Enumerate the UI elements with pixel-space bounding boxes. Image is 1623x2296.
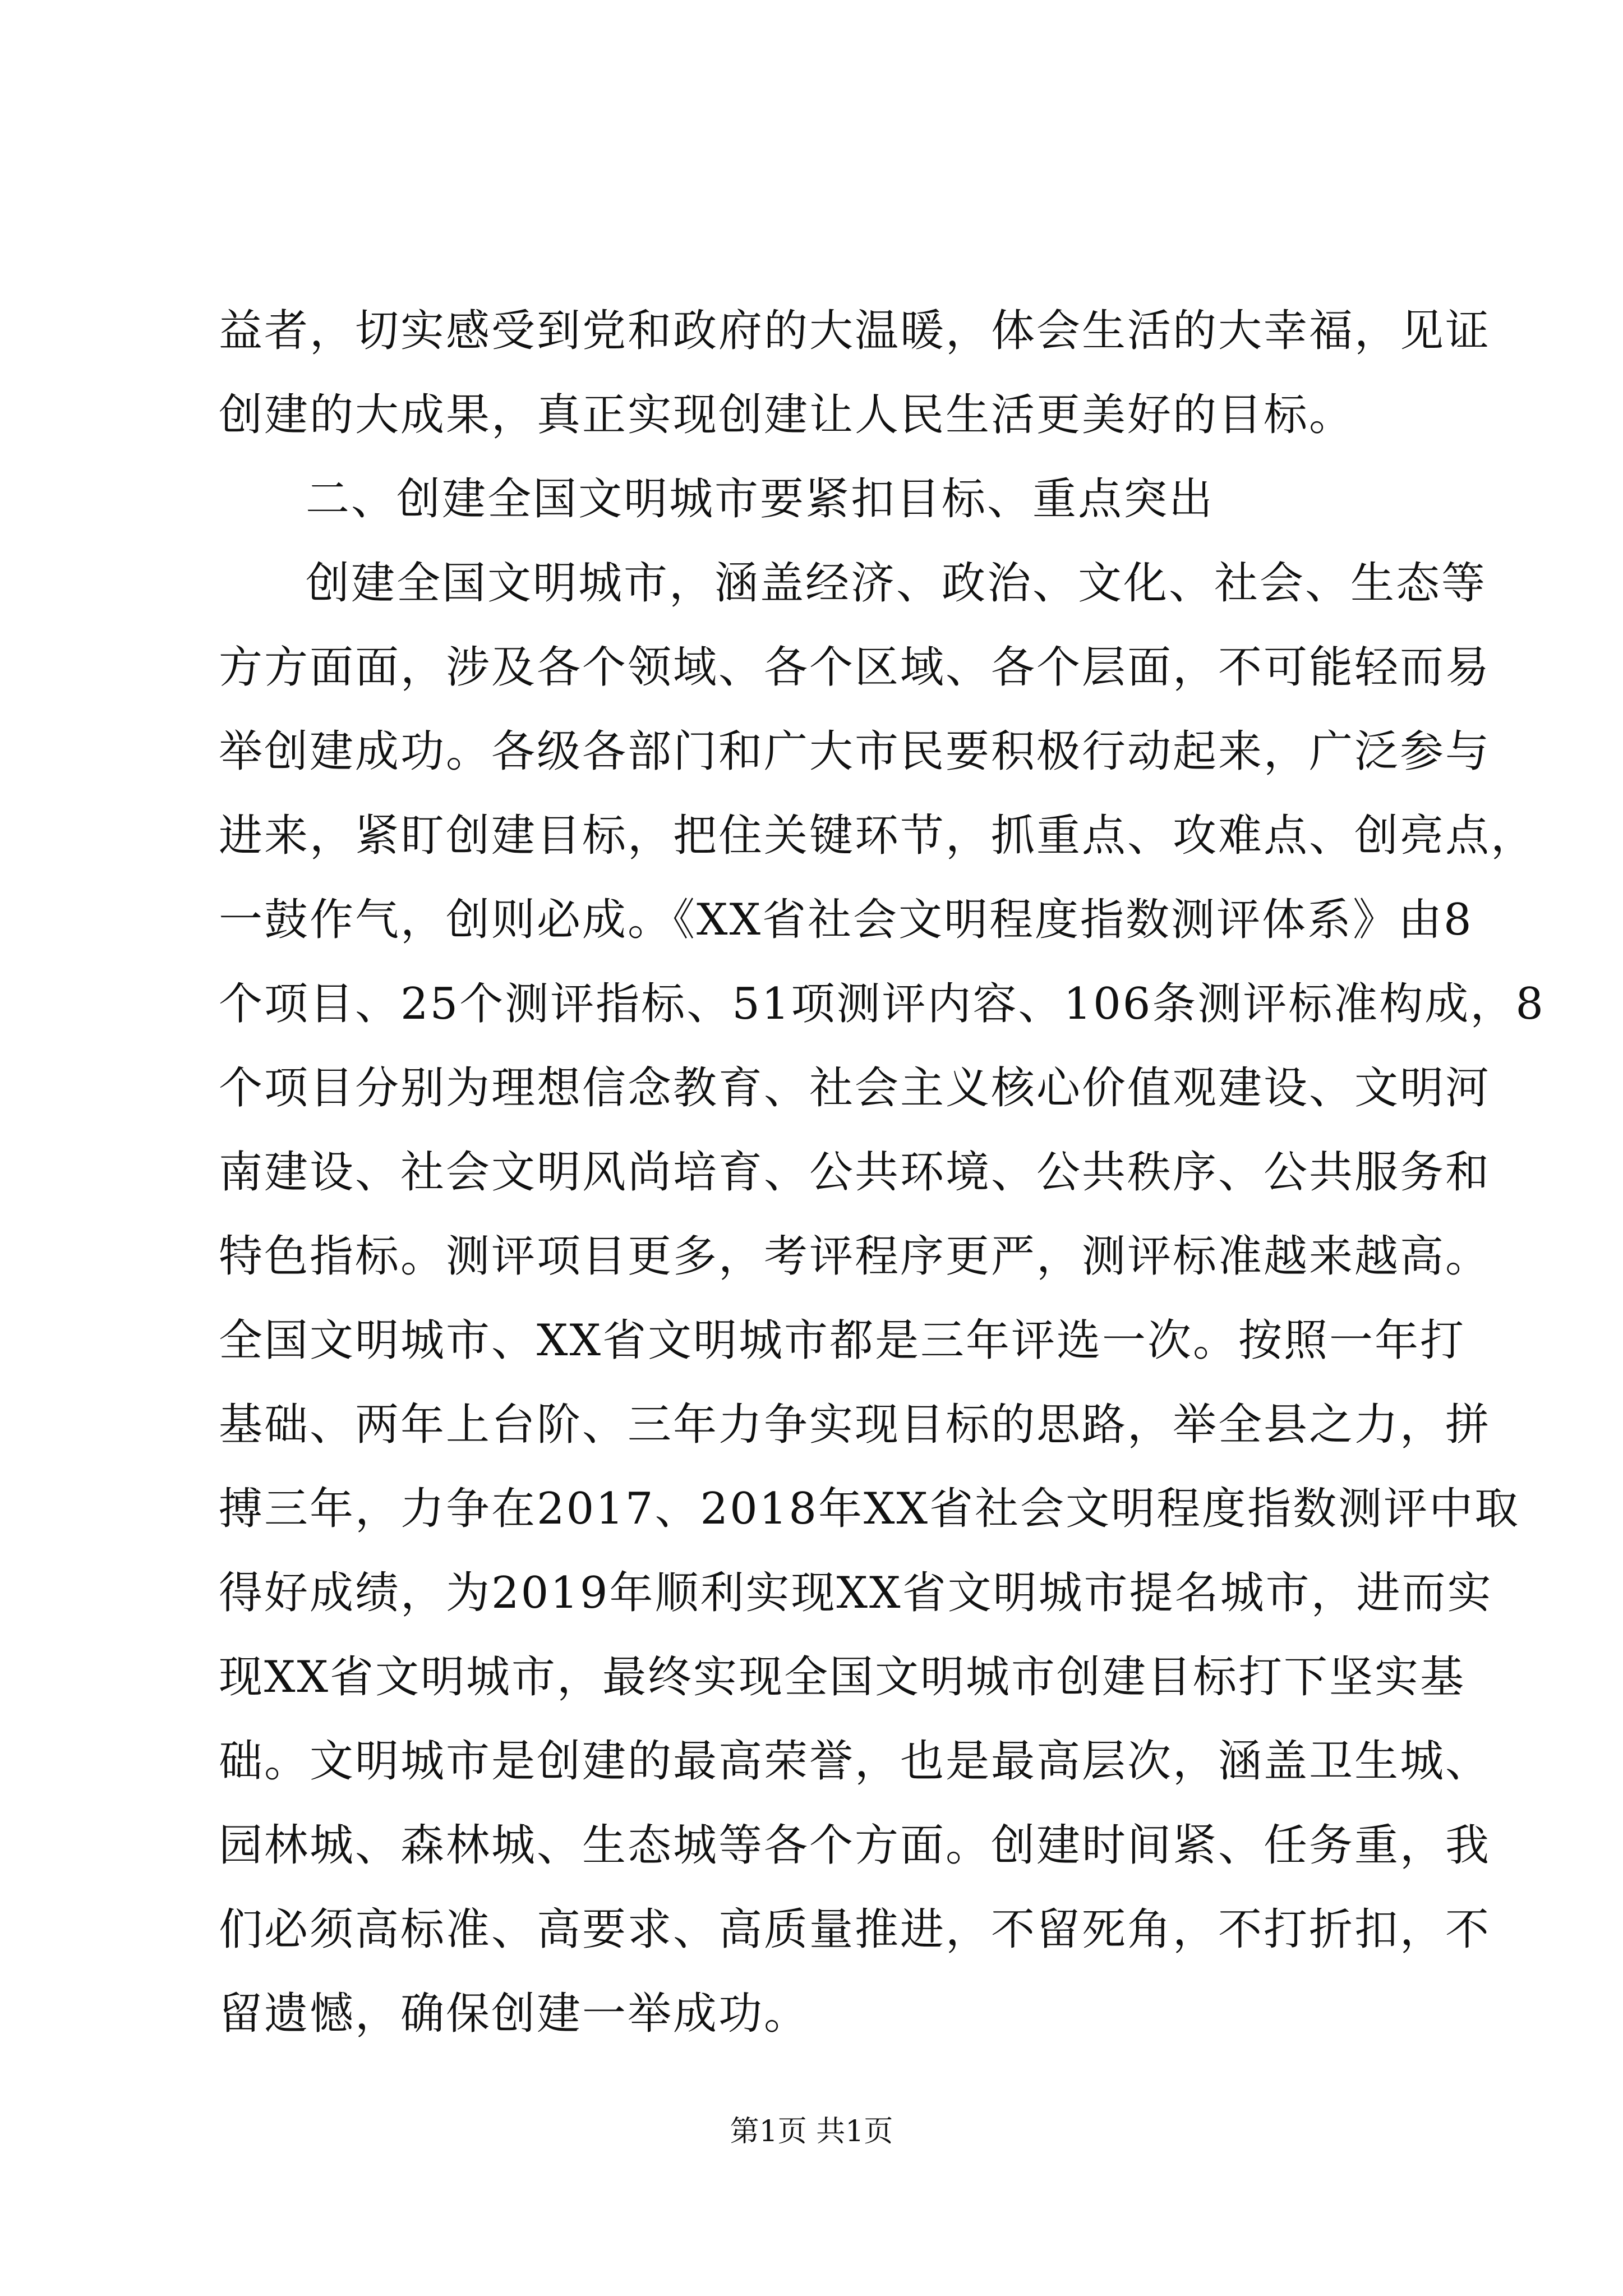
- text-line: 南建设、社会文明风尚培育、公共环境、公共秩序、公共服务和: [219, 1147, 1491, 1198]
- section-heading: 二、创建全国文明城市要紧扣目标、重点突出: [306, 474, 1215, 524]
- page-number-footer: 第1页 共1页: [730, 2115, 893, 2148]
- text-line: 园林城、森林城、生态城等各个方面。创建时间紧、任务重，我: [219, 1820, 1491, 1871]
- text-line: 基础、两年上台阶、三年力争实现目标的思路，举全县之力，拼: [219, 1400, 1491, 1450]
- text-line: 方方面面，涉及各个领域、各个区域、各个层面，不可能轻而易: [219, 642, 1491, 693]
- text-line: 举创建成功。各级各部门和广大市民要积极行动起来，广泛参与: [219, 726, 1491, 777]
- text-line: 创建的大成果，真正实现创建让人民生活更美好的目标。: [219, 390, 1355, 440]
- text-line: 个项目、25个测评指标、51项测评内容、106条测评标准构成，8: [219, 979, 1546, 1029]
- text-line: 得好成绩，为2019年顺利实现XX省文明城市提名城市，进而实: [219, 1568, 1493, 1618]
- text-line: 进来，紧盯创建目标，把住关键环节，抓重点、攻难点、创亮点，: [219, 811, 1537, 861]
- text-line: 特色指标。测评项目更多，考评程序更严，测评标准越来越高。: [219, 1231, 1491, 1282]
- text-line: 个项目分别为理想信念教育、社会主义核心价值观建设、文明河: [219, 1063, 1491, 1114]
- text-line: 础。文明城市是创建的最高荣誉，也是最高层次，涵盖卫生城、: [219, 1736, 1491, 1787]
- text-line: 全国文明城市、XX省文明城市都是三年评选一次。按照一年打: [219, 1315, 1466, 1366]
- text-line: 益者，切实感受到党和政府的大温暖，体会生活的大幸福，见证: [219, 306, 1491, 356]
- text-line: 一鼓作气，创则必成。《XX省社会文明程度指数测评体系》由8: [219, 895, 1473, 945]
- text-line: 留遗憾，确保创建一举成功。: [219, 1989, 810, 2039]
- text-line: 搏三年，力争在2017、2018年XX省社会文明程度指数测评中取: [219, 1484, 1520, 1534]
- text-line: 创建全国文明城市，涵盖经济、政治、文化、社会、生态等: [306, 558, 1487, 609]
- text-line: 现XX省文明城市，最终实现全国文明城市创建目标打下坚实基: [219, 1652, 1466, 1703]
- text-line: 们必须高标准、高要求、高质量推进，不留死角，不打折扣，不: [219, 1904, 1491, 1955]
